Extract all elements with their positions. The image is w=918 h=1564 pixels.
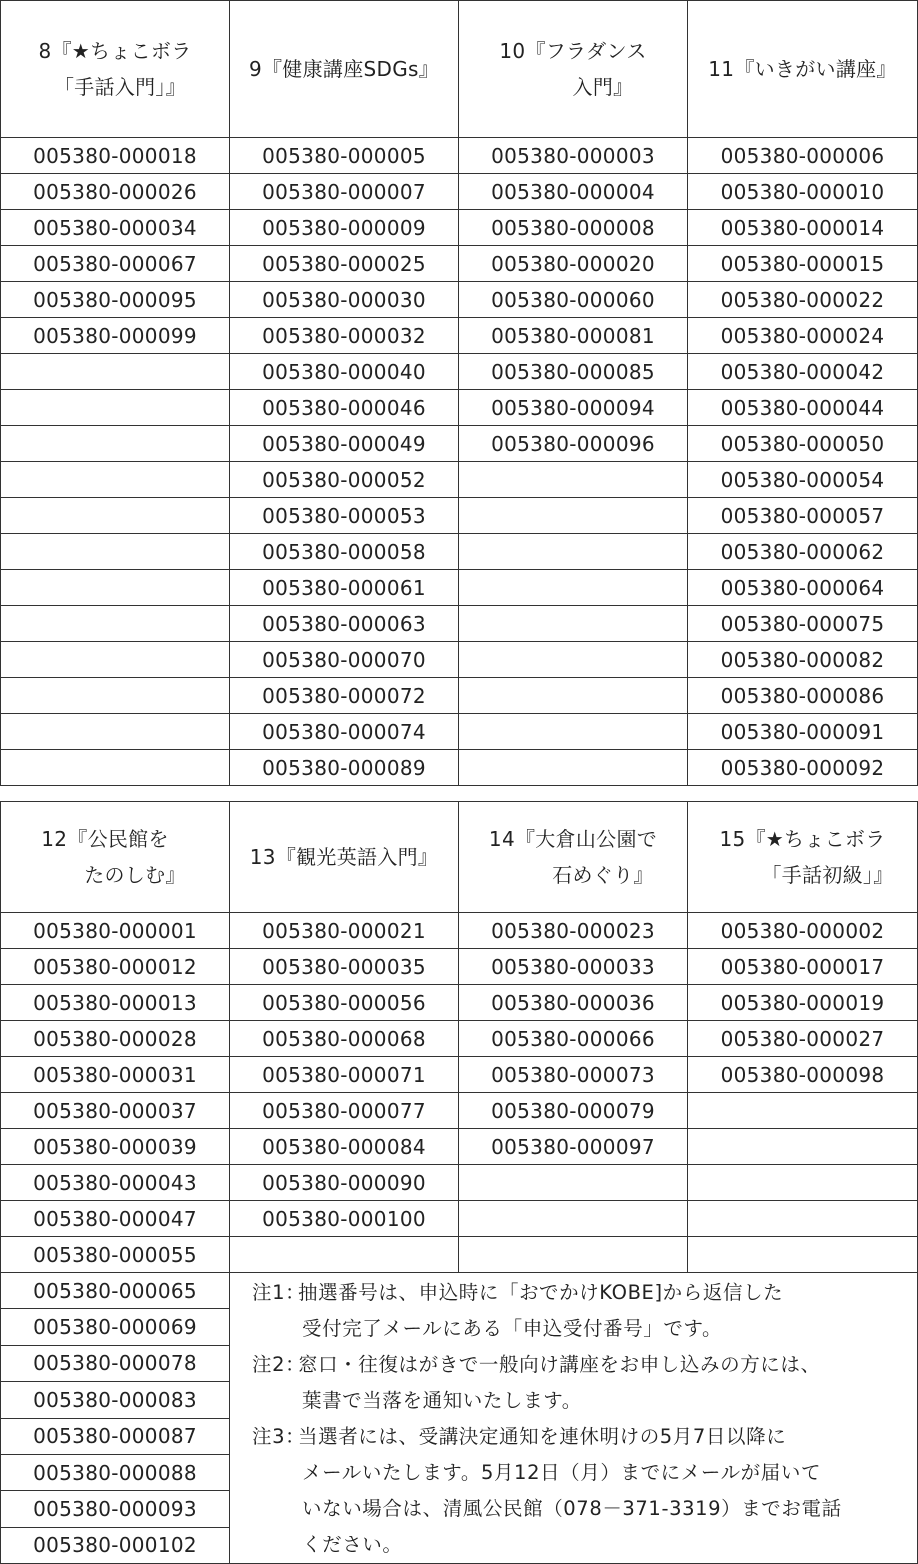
table-row <box>1 318 918 354</box>
table-row <box>1 1057 918 1093</box>
lottery-number-cell <box>459 606 688 642</box>
lottery-number-cell: 005380-000075 <box>688 606 918 642</box>
lottery-number-cell: 005380-000092 <box>688 750 918 786</box>
lottery-number-cell: 005380-000088 <box>1 1454 230 1490</box>
lottery-number-cell: 005380-000083 <box>1 1382 230 1418</box>
lottery-number-cell: 005380-000065 <box>1 1273 230 1309</box>
lottery-number-cell: 005380-000062 <box>688 534 918 570</box>
table-row <box>1 913 918 949</box>
note-label: 注1： <box>252 1281 306 1304</box>
table-row <box>1 1201 918 1237</box>
lottery-number-cell <box>1 678 230 714</box>
lottery-number-cell <box>688 1201 918 1237</box>
table-row <box>1 1273 918 1309</box>
course-header-12 <box>1 802 230 913</box>
lottery-number-cell: 005380-000012 <box>1 949 230 985</box>
lottery-number-cell <box>1 642 230 678</box>
course-header-line: 10『フラダンス <box>499 39 647 63</box>
lottery-number-cell <box>459 534 688 570</box>
lottery-number-cell: 005380-000030 <box>230 282 459 318</box>
lottery-number-cell: 005380-000009 <box>230 210 459 246</box>
lottery-number-cell: 005380-000022 <box>688 282 918 318</box>
lottery-number-cell: 005380-000044 <box>688 390 918 426</box>
lottery-number-cell <box>1 570 230 606</box>
notes-block <box>230 1273 918 1564</box>
lottery-number-cell <box>1 354 230 390</box>
lottery-number-cell: 005380-000004 <box>459 174 688 210</box>
lottery-number-cell: 005380-000085 <box>459 354 688 390</box>
note-3 <box>252 1419 917 1563</box>
lottery-number-cell <box>230 1237 459 1273</box>
table-row <box>1 390 918 426</box>
table-row <box>1 282 918 318</box>
lottery-number-cell: 005380-000070 <box>230 642 459 678</box>
lottery-number-cell: 005380-000095 <box>1 282 230 318</box>
lottery-number-cell: 005380-000036 <box>459 985 688 1021</box>
lottery-number-cell: 005380-000100 <box>230 1201 459 1237</box>
lottery-number-cell <box>459 498 688 534</box>
lottery-number-cell <box>688 1093 918 1129</box>
lottery-number-cell: 005380-000018 <box>1 138 230 174</box>
lottery-number-cell: 005380-000025 <box>230 246 459 282</box>
course-header-8 <box>1 1 230 138</box>
note-line: いない場合は、清風公民館（078－371-3319）までお電話 <box>302 1497 842 1520</box>
lottery-number-cell <box>1 534 230 570</box>
lottery-number-cell: 005380-000090 <box>230 1165 459 1201</box>
lottery-number-cell: 005380-000079 <box>459 1093 688 1129</box>
table-row <box>1 1021 918 1057</box>
note-line: メールいたします。5月12日（月）までにメールが届いて <box>302 1461 822 1484</box>
lottery-number-cell: 005380-000026 <box>1 174 230 210</box>
lottery-number-cell: 005380-000039 <box>1 1129 230 1165</box>
lottery-number-cell: 005380-000099 <box>1 318 230 354</box>
course-header-line: 11『いきがい講座』 <box>708 57 897 81</box>
lottery-number-cell <box>459 642 688 678</box>
lottery-number-cell: 005380-000089 <box>230 750 459 786</box>
lottery-number-cell: 005380-000058 <box>230 534 459 570</box>
lottery-number-cell <box>459 1201 688 1237</box>
table-row <box>1 354 918 390</box>
lottery-number-cell: 005380-000017 <box>688 949 918 985</box>
table-row <box>1 1165 918 1201</box>
course-header-line: 8『★ちょこボラ <box>38 39 192 63</box>
lottery-number-cell: 005380-000074 <box>230 714 459 750</box>
lottery-number-cell: 005380-000060 <box>459 282 688 318</box>
table-row <box>1 1237 918 1273</box>
table-row <box>1 498 918 534</box>
course-header-line: 12『公民館を <box>41 827 169 851</box>
lottery-number-cell: 005380-000091 <box>688 714 918 750</box>
table-row <box>1 750 918 786</box>
course-header-15 <box>688 802 918 913</box>
header-row <box>1 802 918 913</box>
note-label: 注2： <box>252 1353 306 1376</box>
lottery-number-cell: 005380-000033 <box>459 949 688 985</box>
lottery-number-cell: 005380-000023 <box>459 913 688 949</box>
table-row <box>1 570 918 606</box>
lottery-number-cell: 005380-000019 <box>688 985 918 1021</box>
lottery-number-cell: 005380-000032 <box>230 318 459 354</box>
note-label: 注3： <box>252 1425 306 1448</box>
lottery-number-cell: 005380-000035 <box>230 949 459 985</box>
note-1 <box>252 1275 917 1347</box>
note-line: 当選者には、受講決定通知を連休明けの5月7日以降に <box>298 1425 787 1448</box>
lottery-number-cell <box>459 1237 688 1273</box>
table-row <box>1 174 918 210</box>
course-header-9 <box>230 1 459 138</box>
lottery-table-2 <box>0 801 918 1564</box>
course-header-line: たのしむ』 <box>84 863 186 887</box>
lottery-number-cell: 005380-000077 <box>230 1093 459 1129</box>
lottery-number-cell: 005380-000028 <box>1 1021 230 1057</box>
lottery-number-cell: 005380-000002 <box>688 913 918 949</box>
lottery-number-cell: 005380-000053 <box>230 498 459 534</box>
lottery-number-cell: 005380-000047 <box>1 1201 230 1237</box>
table-row <box>1 210 918 246</box>
lottery-number-cell: 005380-000027 <box>688 1021 918 1057</box>
lottery-number-cell: 005380-000063 <box>230 606 459 642</box>
lottery-number-cell <box>1 606 230 642</box>
course-header-line: 9『健康講座SDGs』 <box>248 57 440 81</box>
lottery-number-cell: 005380-000056 <box>230 985 459 1021</box>
lottery-number-cell: 005380-000003 <box>459 138 688 174</box>
lottery-number-cell <box>459 570 688 606</box>
lottery-number-cell: 005380-000061 <box>230 570 459 606</box>
lottery-number-cell: 005380-000073 <box>459 1057 688 1093</box>
lottery-number-cell <box>459 462 688 498</box>
lottery-number-cell <box>688 1237 918 1273</box>
lottery-number-cell <box>688 1165 918 1201</box>
lottery-number-cell <box>459 750 688 786</box>
note-body <box>298 1419 842 1563</box>
lottery-number-cell: 005380-000052 <box>230 462 459 498</box>
note-2 <box>252 1347 917 1419</box>
lottery-number-cell: 005380-000021 <box>230 913 459 949</box>
lottery-number-cell: 005380-000069 <box>1 1309 230 1345</box>
table-row <box>1 462 918 498</box>
lottery-number-cell: 005380-000064 <box>688 570 918 606</box>
lottery-number-cell: 005380-000087 <box>1 1418 230 1454</box>
note-body <box>298 1347 821 1419</box>
lottery-number-cell: 005380-000081 <box>459 318 688 354</box>
lottery-number-cell <box>459 1165 688 1201</box>
table-row <box>1 949 918 985</box>
lottery-number-cell: 005380-000082 <box>688 642 918 678</box>
header-row <box>1 1 918 138</box>
lottery-number-cell: 005380-000042 <box>688 354 918 390</box>
lottery-number-cell: 005380-000049 <box>230 426 459 462</box>
course-header-14 <box>459 802 688 913</box>
lottery-number-cell: 005380-000010 <box>688 174 918 210</box>
table-row <box>1 246 918 282</box>
course-header-10 <box>459 1 688 138</box>
lottery-number-cell: 005380-000043 <box>1 1165 230 1201</box>
lottery-number-cell: 005380-000084 <box>230 1129 459 1165</box>
course-header-line: 15『★ちょこボラ <box>719 827 886 851</box>
lottery-number-cell: 005380-000071 <box>230 1057 459 1093</box>
lottery-number-cell <box>1 498 230 534</box>
lottery-number-cell: 005380-000093 <box>1 1491 230 1527</box>
lottery-number-cell: 005380-000013 <box>1 985 230 1021</box>
lottery-number-cell: 005380-000054 <box>688 462 918 498</box>
lottery-number-cell: 005380-000006 <box>688 138 918 174</box>
lottery-number-cell: 005380-000031 <box>1 1057 230 1093</box>
course-header-line: 石めぐり』 <box>552 863 654 887</box>
note-body <box>298 1275 783 1347</box>
table-row <box>1 534 918 570</box>
table-row <box>1 714 918 750</box>
course-header-line: 14『大倉山公園で <box>488 827 658 851</box>
lottery-number-cell: 005380-000046 <box>230 390 459 426</box>
table-row <box>1 606 918 642</box>
note-line: 抽選番号は、申込時に「おでかけKOBE]から返信した <box>298 1281 784 1304</box>
lottery-number-cell <box>459 714 688 750</box>
lottery-number-cell: 005380-000066 <box>459 1021 688 1057</box>
lottery-number-cell: 005380-000008 <box>459 210 688 246</box>
table-row <box>1 1093 918 1129</box>
lottery-number-cell: 005380-000078 <box>1 1345 230 1381</box>
lottery-number-cell: 005380-000020 <box>459 246 688 282</box>
lottery-number-cell: 005380-000102 <box>1 1527 230 1563</box>
lottery-number-cell: 005380-000007 <box>230 174 459 210</box>
lottery-number-cell: 005380-000034 <box>1 210 230 246</box>
course-header-line: 13『観光英語入門』 <box>249 845 439 869</box>
lottery-number-cell <box>1 390 230 426</box>
lottery-number-cell: 005380-000057 <box>688 498 918 534</box>
lottery-number-cell: 005380-000005 <box>230 138 459 174</box>
lottery-number-cell: 005380-000014 <box>688 210 918 246</box>
lottery-number-cell: 005380-000015 <box>688 246 918 282</box>
table-row <box>1 138 918 174</box>
lottery-number-cell: 005380-000098 <box>688 1057 918 1093</box>
course-header-line: 「手話初級」』 <box>761 863 894 887</box>
lottery-number-cell <box>1 426 230 462</box>
lottery-number-cell: 005380-000072 <box>230 678 459 714</box>
lottery-number-cell: 005380-000097 <box>459 1129 688 1165</box>
lottery-number-cell: 005380-000024 <box>688 318 918 354</box>
course-header-11 <box>688 1 918 138</box>
table-row <box>1 642 918 678</box>
lottery-number-cell: 005380-000040 <box>230 354 459 390</box>
lottery-number-cell <box>459 678 688 714</box>
lottery-number-cell: 005380-000094 <box>459 390 688 426</box>
note-line: 葉書で当落を通知いたします。 <box>302 1389 582 1412</box>
lottery-number-cell: 005380-000068 <box>230 1021 459 1057</box>
table-row <box>1 426 918 462</box>
table-row <box>1 985 918 1021</box>
lottery-number-cell: 005380-000096 <box>459 426 688 462</box>
course-header-line: 入門』 <box>572 75 634 99</box>
lottery-number-cell <box>1 462 230 498</box>
note-line: 受付完了メールにある「申込受付番号」です。 <box>302 1317 723 1340</box>
lottery-number-cell: 005380-000055 <box>1 1237 230 1273</box>
lottery-number-cell <box>688 1129 918 1165</box>
course-header-13 <box>230 802 459 913</box>
lottery-number-cell: 005380-000037 <box>1 1093 230 1129</box>
note-line: ください。 <box>302 1533 403 1556</box>
table-row <box>1 1129 918 1165</box>
table-row <box>1 678 918 714</box>
lottery-number-cell <box>1 750 230 786</box>
lottery-number-cell: 005380-000001 <box>1 913 230 949</box>
lottery-number-cell <box>1 714 230 750</box>
lottery-number-cell: 005380-000050 <box>688 426 918 462</box>
lottery-number-cell: 005380-000086 <box>688 678 918 714</box>
lottery-number-cell: 005380-000067 <box>1 246 230 282</box>
course-header-line: 「手話入門」』 <box>53 75 187 99</box>
note-line: 窓口・往復はがきで一般向け講座をお申し込みの方には、 <box>298 1353 821 1376</box>
